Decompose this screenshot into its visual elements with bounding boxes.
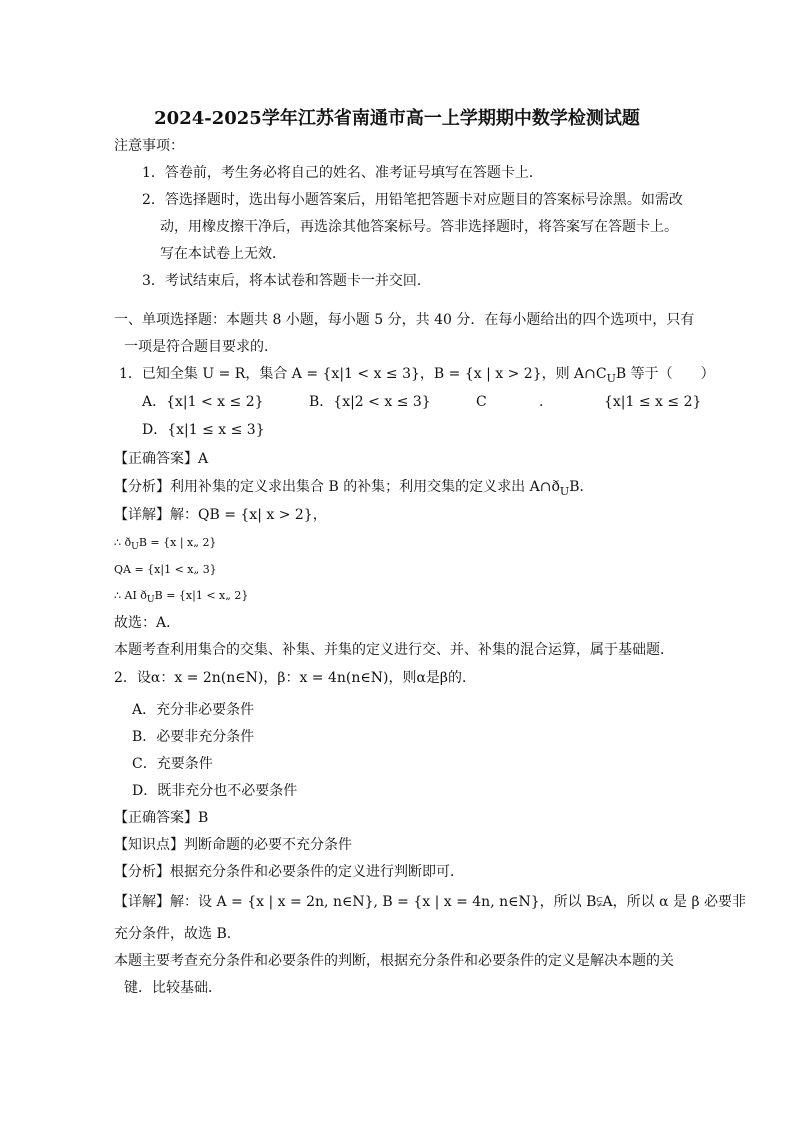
notice-heading: 注意事项： xyxy=(114,138,184,154)
q2-option-a: A．充分非必要条件 xyxy=(132,702,255,718)
notice-item-2: 2．答选择题时，选出每小题答案后，用铅笔把答题卡对应题目的答案标号涂黑。如需改 xyxy=(142,192,683,208)
q1-step-3 xyxy=(114,587,248,609)
q1-option-b: B．{x|2 < x ≤ 3} xyxy=(309,394,431,410)
q2-analysis: 【分析】根据充分条件和必要条件的定义进行判断即可． xyxy=(114,864,464,880)
q2-detail-cont: 充分条件，故选 B. xyxy=(114,926,232,942)
q1-analysis-text: 【分析】利用补集的定义求出集合 B 的补集；利用交集的定义求出 A∩ð xyxy=(114,479,560,495)
q1-option-a: A．{x|1 < x ≤ 2} xyxy=(142,394,264,410)
q2-detail: 【详解】解：设 A = {x | x = 2n, n∈N}, B = {x | x = 4n, n∈N}，所以 B⫋A，所以 α 是 β 必要非 xyxy=(114,894,746,910)
q2-option-c: C．充要条件 xyxy=(132,756,213,772)
q1-stem-tail: B 等于（ ） xyxy=(615,366,715,382)
q1-step-1-subscript: U xyxy=(131,541,139,553)
page-title: 2024-2025学年江苏省南通市高一上学期期中数学检测试题 xyxy=(154,108,640,129)
q1-step-3-tail: B = {x|1 < x„ 2} xyxy=(154,589,249,602)
notice-item-1: 1．答卷前，考生务必将自己的姓名、准考证号填写在答题卡上． xyxy=(142,165,543,181)
q2-knowledge: 【知识点】判断命题的必要不充分条件 xyxy=(114,837,352,853)
q2-answer: 【正确答案】B xyxy=(114,810,209,826)
q1-analysis xyxy=(114,478,594,501)
section-heading: 一、单项选择题：本题共 8 小题，每小题 5 分，共 40 分．在每小题给出的四个选项中，只有 xyxy=(114,312,695,328)
q1-stem-subscript: U xyxy=(606,371,616,385)
notice-item-2-cont2: 写在本试卷上无效． xyxy=(160,246,286,262)
q1-stem xyxy=(119,365,715,388)
notice-item-3: 3．考试结束后，将本试卷和答题卡一并交回． xyxy=(142,273,431,289)
q1-conclusion: 故选：A． xyxy=(114,615,181,631)
q1-option-c-value: {x|1 ≤ x ≤ 2} xyxy=(604,394,702,410)
q1-option-c-dot: . xyxy=(539,394,544,410)
q2-option-b: B．必要非充分条件 xyxy=(132,729,255,745)
q2-stem: 2．设α：x = 2n(n∈N)，β：x = 4n(n∈N)，则α是β的． xyxy=(114,670,477,686)
q1-step-2: QA = {x|1 < x„ 3} xyxy=(114,563,217,576)
q1-stem-text: 1．已知全集 U = R，集合 A = {x|1 < x ≤ 3}，B = {x | x > 2}，则 A∩C xyxy=(119,366,607,382)
q1-option-d: D．{x|1 ≤ x ≤ 3} xyxy=(142,422,265,438)
q1-option-c-label: C xyxy=(476,394,487,410)
q1-step-1-tail: B = {x | x„ 2} xyxy=(138,536,217,549)
q2-option-d: D．既非充分也不必要条件 xyxy=(132,783,298,799)
q1-comment: 本题考查利用集合的交集、补集、并集的定义进行交、并、补集的混合运算，属于基础题． xyxy=(114,642,674,658)
q2-comment: 本题主要考查充分条件和必要条件的判断，根据充分条件和必要条件的定义是解决本题的关 xyxy=(114,953,674,969)
q1-analysis-subscript: U xyxy=(559,484,570,498)
q1-answer: 【正确答案】A xyxy=(114,451,209,467)
q1-detail: 【详解】解：QB = {x| x > 2}， xyxy=(114,507,327,523)
q1-analysis-tail: B． xyxy=(569,479,594,495)
q1-step-3-subscript: U xyxy=(146,594,155,606)
q1-step-1 xyxy=(114,534,216,556)
notice-item-2-cont: 动，用橡皮擦干净后，再选涂其他答案标号。答非选择题时，将答案写在答题卡上。 xyxy=(160,219,678,235)
q1-step-3-text: ∴ AI ð xyxy=(114,589,147,602)
section-heading-cont: 一项是符合题目要求的． xyxy=(124,339,278,355)
q1-step-1-text: ∴ ð xyxy=(114,536,132,549)
q2-comment-cont: 键．比较基础． xyxy=(124,980,222,996)
